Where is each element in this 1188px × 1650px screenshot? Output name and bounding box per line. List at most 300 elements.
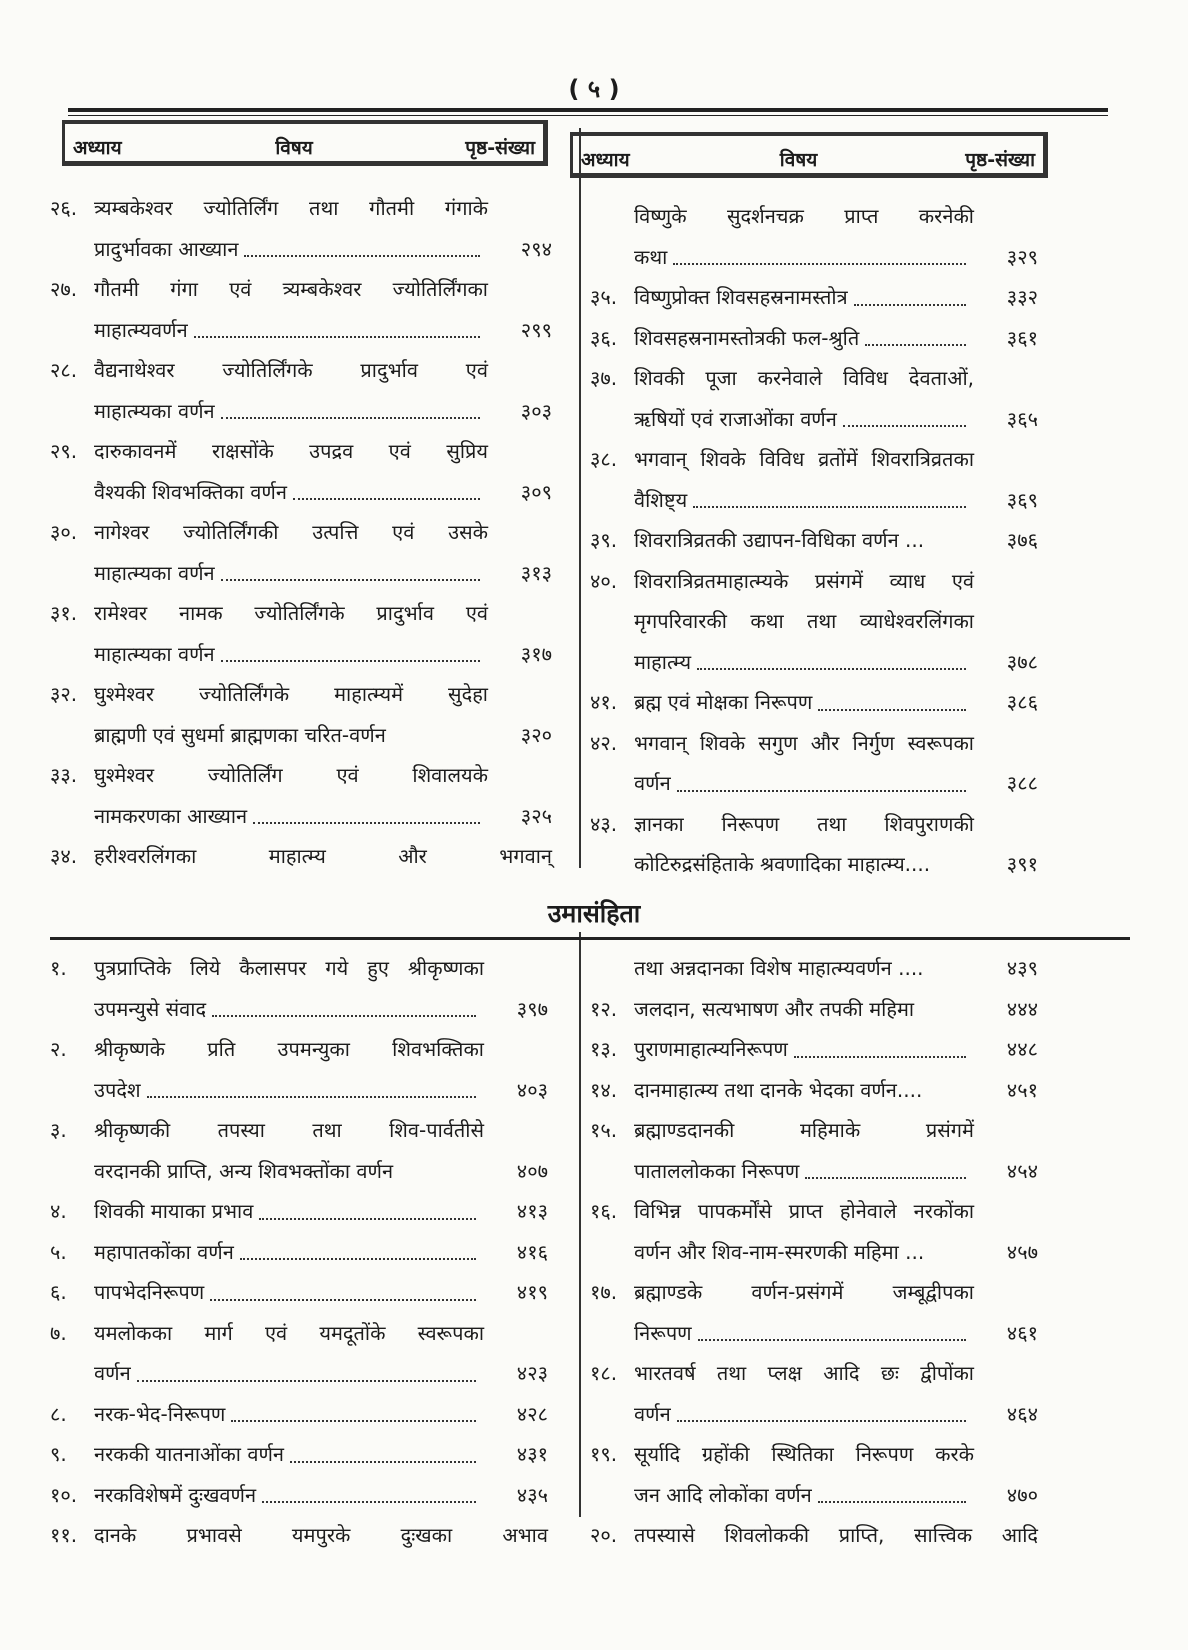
entry-text bbox=[634, 682, 974, 723]
entry-title: नरककी यातनाओंका वर्णन bbox=[94, 1442, 285, 1466]
dot-leader bbox=[240, 1232, 476, 1261]
page-number-cell: ३७८ bbox=[1006, 649, 1038, 674]
toc-entry-last-line bbox=[50, 1515, 548, 1556]
entry-number: ३६. bbox=[590, 325, 618, 350]
entry-title: ब्राह्मणी एवं सुधर्मा ब्राह्मणका चरित-वर्णन bbox=[94, 722, 386, 747]
entry-title: ब्रह्म एवं मोक्षका निरूपण bbox=[634, 690, 813, 714]
toc-entry-last-line bbox=[590, 1515, 1038, 1556]
entry-number: २८. bbox=[50, 358, 78, 382]
table-header-right bbox=[570, 132, 1048, 178]
dot-leader bbox=[210, 1272, 476, 1301]
entry-title: उपमन्युसे संवाद bbox=[94, 996, 207, 1021]
entry-number: ११. bbox=[50, 1523, 78, 1547]
entry-text: ब्रह्माण्डके वर्णन-प्रसंगमें जम्बूद्वीपका bbox=[634, 1280, 974, 1304]
toc-entry bbox=[590, 520, 1038, 561]
entry-number: २९. bbox=[50, 439, 78, 463]
entry-text bbox=[634, 989, 974, 1030]
page-number-cell: ४०३ bbox=[516, 1077, 548, 1102]
toc-entry-line bbox=[50, 188, 552, 229]
toc-entry-line bbox=[590, 601, 1038, 642]
entry-title: माहात्म्य bbox=[634, 649, 692, 674]
dot-leader bbox=[698, 1313, 966, 1342]
entry-text: यमलोकका मार्ग एवं यमदूतोंके स्वरूपका bbox=[94, 1320, 484, 1345]
toc-entry-line bbox=[50, 512, 552, 553]
entry-text bbox=[94, 1070, 484, 1111]
toc-entry bbox=[590, 439, 1038, 520]
page-number-cell: ३६९ bbox=[1006, 487, 1038, 512]
dot-leader bbox=[818, 1475, 966, 1504]
toc-entry-last-line bbox=[50, 796, 552, 837]
toc-entry-last-line bbox=[590, 318, 1038, 359]
entry-title: वर्णन bbox=[634, 771, 671, 795]
entry-title: प्रादुर्भावका आख्यान bbox=[94, 236, 239, 261]
toc-entry-last-line bbox=[50, 989, 548, 1030]
entry-number: २. bbox=[50, 1037, 67, 1061]
entry-text: पुत्रप्राप्तिके लिये कैलासपर गये हुए श्रीकृष्णका bbox=[94, 956, 484, 980]
toc-entry-line bbox=[590, 1434, 1038, 1475]
entry-text: भगवान् शिवके विविध व्रतोंमें शिवरात्रिव्रतका bbox=[634, 447, 974, 471]
entry-text: नागेश्वर ज्योतिर्लिंगकी उत्पत्ति एवं उसके bbox=[94, 520, 488, 544]
entry-title: माहात्म्यका वर्णन bbox=[94, 398, 215, 423]
toc-entry-last-line bbox=[50, 1394, 548, 1435]
toc-entry bbox=[590, 196, 1038, 277]
toc-entry bbox=[50, 593, 552, 674]
entry-number: ४०. bbox=[590, 568, 618, 593]
entry-number: १५. bbox=[590, 1118, 618, 1142]
page-number-cell: ४२८ bbox=[516, 1401, 548, 1426]
toc-entry-line bbox=[50, 593, 552, 634]
entry-text bbox=[634, 844, 974, 885]
top-rule bbox=[68, 108, 1108, 112]
entry-number: ३२. bbox=[50, 682, 78, 706]
toc-entry bbox=[590, 1353, 1038, 1434]
toc-entry bbox=[590, 358, 1038, 439]
entry-title: माहात्म्यका वर्णन bbox=[94, 560, 215, 585]
page-number-cell: ४६४ bbox=[1006, 1401, 1038, 1426]
entry-text: विभिन्न पापकर्मोंसे प्राप्त होनेवाले नरकोंका bbox=[634, 1199, 974, 1223]
page-number-cell: ३२० bbox=[520, 722, 552, 747]
page-number-cell: ४७० bbox=[1006, 1482, 1038, 1507]
entry-text bbox=[634, 480, 974, 521]
dot-leader bbox=[794, 1029, 966, 1058]
toc-entry bbox=[590, 989, 1038, 1030]
toc-entry bbox=[50, 1110, 548, 1191]
page-number-cell: ४५७ bbox=[1006, 1239, 1038, 1264]
dot-leader bbox=[147, 1070, 476, 1099]
entry-number: ४३. bbox=[590, 811, 618, 836]
entry-number: १२. bbox=[590, 996, 618, 1021]
dot-leader bbox=[805, 1151, 966, 1180]
dot-leader bbox=[262, 1475, 476, 1504]
entry-text bbox=[634, 948, 974, 989]
table-header-left bbox=[62, 120, 548, 166]
toc-entry-line bbox=[590, 561, 1038, 602]
toc-entry bbox=[50, 1191, 548, 1232]
entry-number: ६. bbox=[50, 1280, 67, 1304]
entry-text: दानके प्रभावसे यमपुरके दुःखका अभाव bbox=[94, 1523, 548, 1547]
toc-entry-line bbox=[50, 350, 552, 391]
toc-entry-line bbox=[590, 1353, 1038, 1394]
entry-number: ३०. bbox=[50, 520, 78, 544]
dot-leader bbox=[818, 682, 966, 711]
toc-entry bbox=[50, 188, 552, 269]
entry-text: वैद्यनाथेश्वर ज्योतिर्लिंगके प्रादुर्भाव एवं bbox=[94, 358, 488, 382]
toc-entry bbox=[50, 1232, 548, 1273]
entry-number: ३३. bbox=[50, 763, 78, 787]
dot-leader bbox=[212, 989, 476, 1018]
entry-text bbox=[94, 989, 484, 1030]
entry-number: ४२. bbox=[590, 730, 618, 755]
entry-title: विष्णुप्रोक्त शिवसहस्रनामस्तोत्र bbox=[634, 285, 848, 309]
toc-entry-line bbox=[50, 755, 552, 796]
entry-text: हरीश्वरलिंगका माहात्म्य और भगवान् bbox=[94, 844, 552, 868]
toc-entry-last-line bbox=[590, 642, 1038, 683]
entry-text bbox=[94, 229, 488, 270]
entry-text: त्र्यम्बकेश्वर ज्योतिर्लिंग तथा गौतमी गंगाके bbox=[94, 196, 488, 220]
toc-entry-line bbox=[590, 196, 1038, 237]
toc-entry-line bbox=[590, 804, 1038, 845]
dot-leader bbox=[221, 391, 480, 420]
column-separator bbox=[579, 128, 581, 868]
entry-number: १८. bbox=[590, 1361, 618, 1385]
toc-entry-last-line bbox=[590, 1313, 1038, 1354]
toc-entry-last-line bbox=[50, 836, 552, 877]
entry-number: १०. bbox=[50, 1482, 78, 1507]
dot-leader bbox=[290, 1434, 476, 1463]
entry-number: १९. bbox=[590, 1442, 618, 1466]
entry-text: भारतवर्ष तथा प्लक्ष आदि छः द्वीपोंका bbox=[634, 1361, 974, 1385]
entry-title: निरूपण bbox=[634, 1320, 692, 1345]
dot-leader bbox=[693, 480, 966, 509]
page-number-cell: ३३२ bbox=[1006, 285, 1038, 309]
entry-text bbox=[634, 1232, 974, 1273]
entry-number: २७. bbox=[50, 277, 78, 301]
toc-entry-last-line bbox=[590, 1070, 1038, 1111]
entry-number: १६. bbox=[590, 1199, 618, 1223]
toc-entry-last-line bbox=[50, 1232, 548, 1273]
page-number-cell: ३६५ bbox=[1006, 406, 1038, 431]
page-number-cell: ३०९ bbox=[520, 479, 552, 504]
page-number-cell: ४४८ bbox=[1006, 1037, 1038, 1061]
page-number-cell: ३८८ bbox=[1006, 771, 1038, 795]
page-number-cell: ४३१ bbox=[516, 1442, 548, 1466]
entry-text bbox=[634, 277, 974, 318]
entry-text bbox=[94, 1232, 484, 1273]
toc-entry-line bbox=[590, 439, 1038, 480]
header-chapter: अध्याय bbox=[581, 149, 630, 171]
page-number-cell: ३९१ bbox=[1006, 852, 1038, 876]
entry-text: सूर्यादि ग्रहोंकी स्थितिका निरूपण करके bbox=[634, 1442, 974, 1466]
toc-entry-line bbox=[50, 1110, 548, 1151]
entry-title: शिवकी मायाका प्रभाव bbox=[94, 1199, 254, 1223]
entry-text bbox=[94, 310, 488, 351]
entry-text bbox=[94, 1272, 484, 1313]
toc-entry-line bbox=[50, 674, 552, 715]
toc-entry-last-line bbox=[50, 1434, 548, 1475]
page-number-cell: ४३५ bbox=[516, 1482, 548, 1507]
toc-entry-last-line bbox=[50, 553, 552, 594]
page-number-cell: ४५४ bbox=[1006, 1158, 1038, 1183]
entry-text bbox=[634, 1070, 974, 1111]
toc-entry bbox=[590, 948, 1038, 989]
header-page: पृष्ठ-संख्या bbox=[465, 137, 535, 159]
entry-title: उपदेश bbox=[94, 1077, 141, 1102]
dot-leader bbox=[221, 553, 480, 582]
entry-title: वर्णन bbox=[634, 1401, 671, 1426]
toc-entry bbox=[50, 1272, 548, 1313]
page-number-cell: ३६१ bbox=[1006, 325, 1038, 350]
page-number-cell: ३२५ bbox=[520, 803, 552, 828]
entry-text bbox=[94, 634, 488, 675]
entry-text: ज्ञानका निरूपण तथा शिवपुराणकी bbox=[634, 811, 974, 836]
entry-text bbox=[634, 1313, 974, 1354]
toc-entry-last-line bbox=[50, 310, 552, 351]
toc-entry-line bbox=[590, 358, 1038, 399]
page-number-cell: ४१३ bbox=[516, 1199, 548, 1223]
dot-leader bbox=[854, 277, 966, 306]
toc-entry bbox=[590, 1272, 1038, 1353]
page-number-cell: ४१६ bbox=[516, 1239, 548, 1264]
entry-text: तपस्यासे शिवलोककी प्राप्ति, सात्त्विक आदि bbox=[634, 1523, 1038, 1547]
entry-number: ८. bbox=[50, 1401, 67, 1426]
entry-title: पुराणमाहात्म्यनिरूपण bbox=[634, 1037, 788, 1061]
entry-number: ४१. bbox=[590, 690, 618, 714]
entry-text bbox=[94, 1151, 484, 1192]
toc-entry-line bbox=[590, 1191, 1038, 1232]
entry-number: ३८. bbox=[590, 447, 618, 471]
entry-title: ऋषियों एवं राजाओंका वर्णन bbox=[634, 406, 837, 431]
entry-text bbox=[634, 1394, 974, 1435]
entry-text bbox=[94, 1394, 484, 1435]
toc-entry-last-line bbox=[50, 1353, 548, 1394]
toc-entry bbox=[50, 431, 552, 512]
entry-text: विष्णुके सुदर्शनचक्र प्राप्त करनेकी bbox=[634, 204, 974, 228]
toc-entry-line bbox=[590, 1110, 1038, 1151]
section-rule bbox=[50, 937, 1130, 940]
page-number-cell: ३९७ bbox=[516, 996, 548, 1021]
entry-title: नामकरणका आख्यान bbox=[94, 803, 248, 828]
dot-leader bbox=[673, 237, 966, 266]
dot-leader bbox=[231, 1394, 476, 1423]
entry-title: वर्णन और शिव-नाम-स्मरणकी महिमा ... bbox=[634, 1239, 925, 1264]
entry-number: ३७. bbox=[590, 366, 618, 390]
toc-entry-last-line bbox=[50, 391, 552, 432]
dot-leader bbox=[221, 634, 480, 663]
toc-entry-last-line bbox=[50, 1191, 548, 1232]
toc-entry-last-line bbox=[50, 1272, 548, 1313]
page-number-cell: ४२३ bbox=[516, 1361, 548, 1385]
page-number-cell: ४१९ bbox=[516, 1280, 548, 1304]
toc-entry-last-line bbox=[590, 763, 1038, 804]
dot-leader bbox=[137, 1353, 476, 1382]
toc-entry-last-line bbox=[590, 844, 1038, 885]
toc-entry-last-line bbox=[590, 1029, 1038, 1070]
toc-entry-last-line bbox=[590, 399, 1038, 440]
toc-entry bbox=[590, 1515, 1038, 1556]
entry-text: ब्रह्माण्डदानकी महिमाके प्रसंगमें bbox=[634, 1118, 974, 1142]
entry-text: रामेश्वर नामक ज्योतिर्लिंगके प्रादुर्भाव एवं bbox=[94, 601, 488, 625]
entry-number: २६. bbox=[50, 196, 78, 220]
entry-text: गौतमी गंगा एवं त्र्यम्बकेश्वर ज्योतिर्लिंगका bbox=[94, 277, 488, 301]
page-number-cell: ३१३ bbox=[520, 560, 552, 585]
entry-title: वैशिष्ट्य bbox=[634, 487, 688, 512]
entry-text bbox=[634, 763, 974, 804]
entry-text: घुश्मेश्वर ज्योतिर्लिंगके माहात्म्यमें सुदेहा bbox=[94, 682, 488, 706]
entry-number: ३५. bbox=[590, 285, 618, 309]
toc-entry bbox=[50, 1475, 548, 1516]
entry-text: घुश्मेश्वर ज्योतिर्लिंग एवं शिवालयके bbox=[94, 763, 488, 787]
toc-entry-last-line bbox=[50, 229, 552, 270]
page-number-cell: ४६१ bbox=[1006, 1320, 1038, 1345]
entry-title: जन आदि लोकोंका वर्णन bbox=[634, 1482, 812, 1507]
entry-title: दानमाहात्म्य तथा दानके भेदका वर्णन.... bbox=[634, 1077, 923, 1102]
entry-number: ९. bbox=[50, 1442, 67, 1466]
entry-text bbox=[94, 1434, 484, 1475]
toc-entry bbox=[590, 1070, 1038, 1111]
entry-text bbox=[634, 1151, 974, 1192]
entry-text bbox=[634, 642, 974, 683]
toc-entry bbox=[50, 836, 552, 877]
toc-entry bbox=[590, 1434, 1038, 1515]
toc-entry-line bbox=[50, 269, 552, 310]
toc-entry-last-line bbox=[590, 480, 1038, 521]
toc-entry bbox=[50, 1313, 548, 1394]
entry-text bbox=[94, 796, 488, 837]
entry-number: २०. bbox=[590, 1523, 618, 1547]
toc-entry-line bbox=[50, 1313, 548, 1354]
entry-text: श्रीकृष्णके प्रति उपमन्युका शिवभक्तिका bbox=[94, 1037, 484, 1061]
toc-entry bbox=[590, 682, 1038, 723]
entry-text bbox=[634, 237, 974, 278]
toc-entry-line bbox=[50, 431, 552, 472]
toc-entry bbox=[50, 350, 552, 431]
toc-entry bbox=[50, 674, 552, 755]
entry-title: पाताललोकका निरूपण bbox=[634, 1158, 800, 1183]
header-subject: विषय bbox=[779, 149, 818, 171]
toc-entry bbox=[590, 561, 1038, 683]
dot-leader bbox=[293, 472, 480, 501]
entry-title: नरकविशेषमें दुःखवर्णन bbox=[94, 1482, 257, 1507]
entry-text bbox=[634, 1029, 974, 1070]
entry-text bbox=[94, 1475, 484, 1516]
entry-number: ४. bbox=[50, 1199, 67, 1223]
entry-text bbox=[634, 520, 974, 561]
toc-entry bbox=[50, 512, 552, 593]
entry-text bbox=[634, 399, 974, 440]
entry-text: मृगपरिवारकी कथा तथा व्याधेश्वरलिंगका bbox=[634, 609, 974, 633]
toc-entry bbox=[590, 1029, 1038, 1070]
entry-number: ३. bbox=[50, 1118, 67, 1142]
entry-text: शिवकी पूजा करनेवाले विविध देवताओं, bbox=[634, 366, 974, 390]
entry-number: ३४. bbox=[50, 844, 78, 868]
toc-entry-last-line bbox=[590, 277, 1038, 318]
entry-number: ३१. bbox=[50, 601, 78, 625]
page-number-cell: २९४ bbox=[520, 236, 552, 261]
entry-number: ७. bbox=[50, 1320, 67, 1345]
entry-title: नरक-भेद-निरूपण bbox=[94, 1401, 226, 1426]
entry-text bbox=[94, 472, 488, 513]
entry-title: जलदान, सत्यभाषण और तपकी महिमा bbox=[634, 996, 915, 1021]
toc-entry-last-line bbox=[590, 1394, 1038, 1435]
entry-number: १४. bbox=[590, 1077, 618, 1102]
toc-entry bbox=[590, 804, 1038, 885]
entry-text: दारुकावनमें राक्षसोंके उपद्रव एवं सुप्रिय bbox=[94, 439, 488, 463]
toc-entry bbox=[50, 948, 548, 1029]
toc-entry-last-line bbox=[590, 682, 1038, 723]
entry-text bbox=[94, 1191, 484, 1232]
entry-text bbox=[634, 1475, 974, 1516]
page-number-cell: ३१७ bbox=[520, 641, 552, 666]
entry-number: १. bbox=[50, 956, 67, 980]
toc-entry-line bbox=[590, 1272, 1038, 1313]
dot-leader bbox=[677, 763, 966, 792]
entry-title: कथा bbox=[634, 244, 668, 269]
page-number-cell: ४३९ bbox=[1006, 956, 1038, 980]
toc-entry-last-line bbox=[50, 1070, 548, 1111]
toc-entry-line bbox=[50, 1029, 548, 1070]
entry-text bbox=[94, 1353, 484, 1394]
toc-entry-last-line bbox=[590, 237, 1038, 278]
entry-text: श्रीकृष्णकी तपस्या तथा शिव-पार्वतीसे bbox=[94, 1118, 484, 1142]
entry-number: ३९. bbox=[590, 528, 618, 552]
toc-entry bbox=[50, 1394, 548, 1435]
toc-entry-last-line bbox=[590, 948, 1038, 989]
entry-title: तथा अन्नदानका विशेष माहात्म्यवर्णन .... bbox=[634, 956, 924, 980]
entry-title: शिवसहस्रनामस्तोत्रकी फल-श्रुति bbox=[634, 325, 860, 350]
header-chapter: अध्याय bbox=[73, 137, 122, 159]
entry-text bbox=[634, 318, 974, 359]
toc-entry-last-line bbox=[590, 1475, 1038, 1516]
toc-entry-last-line bbox=[50, 715, 552, 756]
page-number-cell: ४५१ bbox=[1006, 1077, 1038, 1102]
entry-title: वरदानकी प्राप्ति, अन्य शिवभक्तोंका वर्णन bbox=[94, 1158, 394, 1183]
entry-title: पापभेदनिरूपण bbox=[94, 1280, 205, 1304]
toc-entry bbox=[590, 318, 1038, 359]
toc-entry-last-line bbox=[50, 1151, 548, 1192]
entry-title: माहात्म्यवर्णन bbox=[94, 317, 188, 342]
toc-entry-line bbox=[590, 723, 1038, 764]
toc-entry bbox=[590, 723, 1038, 804]
entry-text: भगवान् शिवके सगुण और निर्गुण स्वरूपका bbox=[634, 730, 974, 755]
dot-leader bbox=[194, 310, 480, 339]
entry-title: महापातकोंका वर्णन bbox=[94, 1239, 234, 1264]
entry-number: १७. bbox=[590, 1280, 618, 1304]
section-heading: उमासंहिता bbox=[547, 899, 641, 928]
toc-entry bbox=[50, 1434, 548, 1475]
dot-leader bbox=[865, 318, 966, 347]
header-subject: विषय bbox=[275, 137, 313, 159]
page-number-cell: ३२९ bbox=[1006, 244, 1038, 269]
toc-entry-last-line bbox=[50, 634, 552, 675]
entry-number: १३. bbox=[590, 1037, 618, 1061]
toc-entry bbox=[590, 1191, 1038, 1272]
toc-entry-last-line bbox=[590, 1151, 1038, 1192]
page-number-cell: ३७६ bbox=[1006, 528, 1038, 552]
toc-entry bbox=[590, 277, 1038, 318]
entry-text bbox=[94, 553, 488, 594]
header-page: पृष्ठ-संख्या bbox=[965, 149, 1035, 171]
toc-entry-last-line bbox=[50, 472, 552, 513]
column-separator bbox=[579, 932, 581, 1517]
page-number: ( ५ ) bbox=[568, 75, 620, 103]
page-number-cell: ४०७ bbox=[516, 1158, 548, 1183]
entry-text bbox=[94, 715, 488, 756]
page-number-cell: ३८६ bbox=[1006, 690, 1038, 714]
entry-title: कोटिरुद्रसंहिताके श्रवणादिका माहात्म्य.... bbox=[634, 852, 931, 876]
page-number-cell: ३०३ bbox=[520, 398, 552, 423]
dot-leader bbox=[244, 229, 480, 258]
dot-leader bbox=[677, 1394, 966, 1423]
